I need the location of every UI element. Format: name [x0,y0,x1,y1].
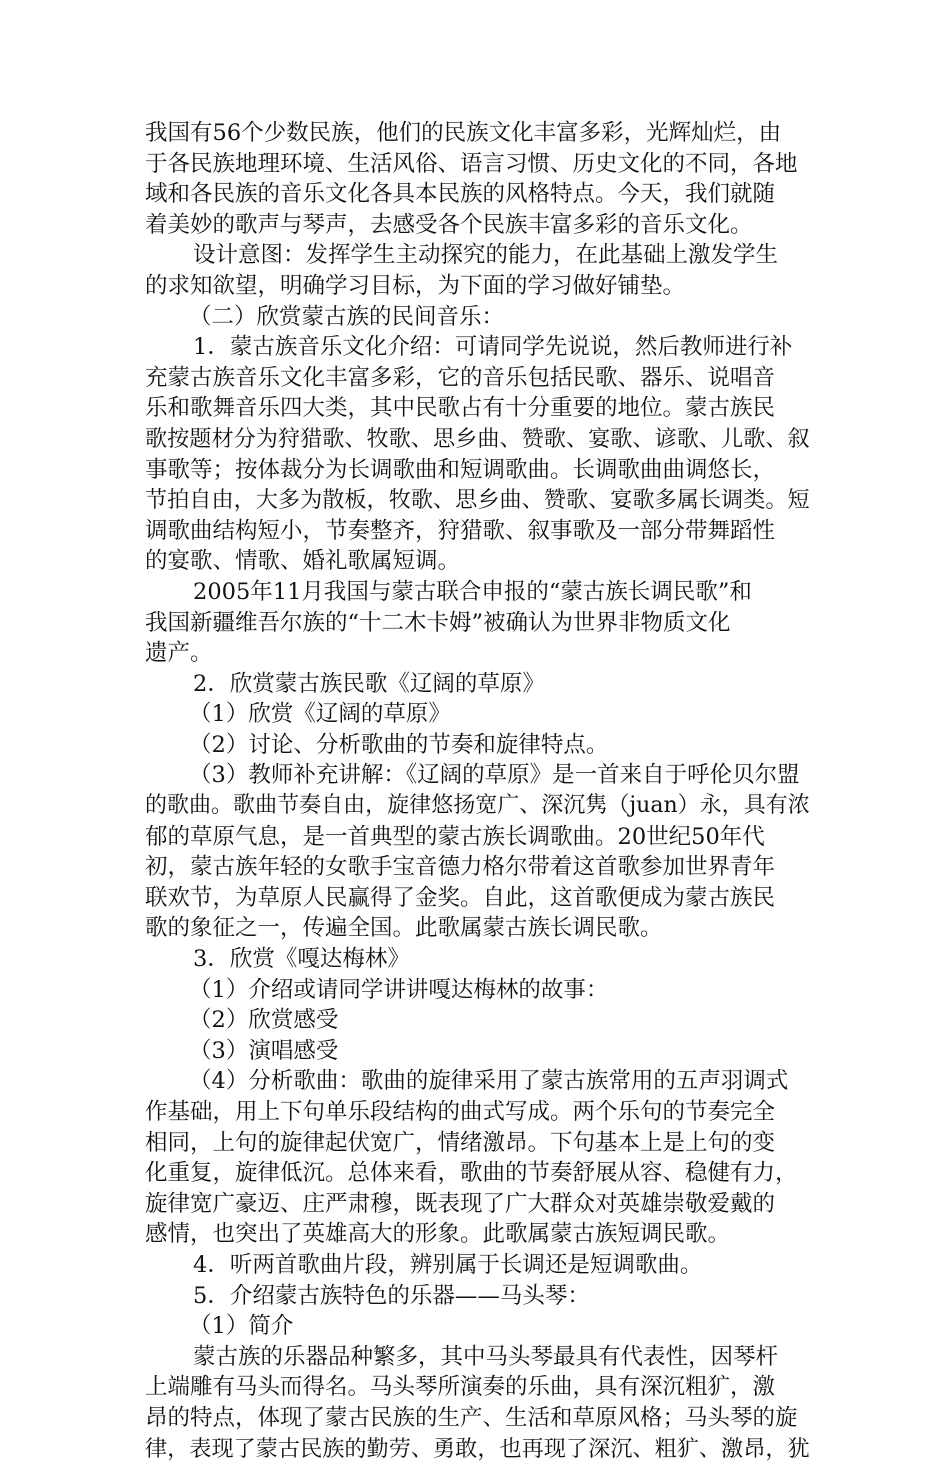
text-line: 3．欣赏《嘎达梅林》 [193,946,410,973]
text-line: 初，蒙古族年轻的女歌手宝音德力格尔带着这首歌参加世界青年 [145,854,776,881]
document-page [145,118,810,1464]
text-line: 我国新疆维吾尔族的“十二木卡姆”被确认为世界非物质文化 [145,609,731,636]
text-line: 2．欣赏蒙古族民歌《辽阔的草原》 [193,670,545,697]
text-line: 化重复，旋律低沉。总体来看，歌曲的节奏舒展从容、稳健有力， [145,1160,798,1187]
text-line: 于各民族地理环境、生活风俗、语言习惯、历史文化的不同，各地 [145,150,798,177]
text-line: 1．蒙古族音乐文化介绍：可请同学先说说，然后教师进行补 [193,334,793,361]
text-line: （2）欣赏感受 [189,1007,339,1034]
text-line: 节拍自由，大多为散板，牧歌、思乡曲、赞歌、宴歌多属长调类。短 [145,487,810,514]
text-line: 域和各民族的音乐文化各具本民族的风格特点。今天，我们就随 [145,181,776,208]
text-line: 乐和歌舞音乐四大类，其中民歌占有十分重要的地位。蒙古族民 [145,395,776,422]
text-line: （二）欣赏蒙古族的民间音乐： [189,303,505,330]
text-line: 上端雕有马头而得名。马头琴所演奏的乐曲，具有深沉粗犷，激 [145,1374,776,1401]
text-line: （3）演唱感受 [189,1037,339,1064]
text-line: 2005年11月我国与蒙古联合申报的“蒙古族长调民歌”和 [193,578,752,605]
text-line: （1）介绍或请同学讲讲嘎达梅林的故事： [189,976,609,1003]
text-line: （2）讨论、分析歌曲的节奏和旋律特点。 [189,731,609,758]
text-line: 的求知欲望，明确学习目标，为下面的学习做好铺垫。 [145,272,686,299]
text-line: 旋律宽广豪迈、庄严肃穆，既表现了广大群众对英雄崇敬爱戴的 [145,1190,776,1217]
text-line: 蒙古族的乐器品种繁多，其中马头琴最具有代表性，因琴杆 [193,1343,779,1370]
text-line: 歌按题材分为狩猎歌、牧歌、思乡曲、赞歌、宴歌、谚歌、儿歌、叙 [145,425,810,452]
text-line: 事歌等；按体裁分为长调歌曲和短调歌曲。长调歌曲曲调悠长， [145,456,776,483]
text-line: 着美妙的歌声与琴声，去感受各个民族丰富多彩的音乐文化。 [145,211,753,238]
text-line: 5．介绍蒙古族特色的乐器——马头琴： [193,1282,590,1309]
text-line: （1）简介 [189,1313,294,1340]
text-line: 的宴歌、情歌、婚礼歌属短调。 [145,548,461,575]
text-line: 设计意图：发挥学生主动探究的能力，在此基础上激发学生 [193,242,779,269]
text-line: 调歌曲结构短小，节奏整齐，狩猎歌、叙事歌及一部分带舞蹈性 [145,517,776,544]
text-line: 歌的象征之一，传遍全国。此歌属蒙古族长调民歌。 [145,915,663,942]
text-line: （1）欣赏《辽阔的草原》 [189,701,451,728]
text-line: 作基础，用上下句单乐段结构的曲式写成。两个乐句的节奏完全 [145,1099,776,1125]
text-line: 我国有56个少数民族，他们的民族文化丰富多彩，光辉灿烂，由 [145,120,782,146]
text-line: 律，表现了蒙古民族的勤劳、勇敢，也再现了深沉、粗犷、激昂，犹 [145,1435,810,1462]
text-line: 相同，上句的旋律起伏宽广，情绪激昂。下句基本上是上句的变 [145,1129,776,1156]
text-line: 的歌曲。歌曲节奏自由，旋律悠扬宽广、深沉隽（juan）永，具有浓 [145,793,810,819]
text-line: 昂的特点，体现了蒙古民族的生产、生活和草原风格；马头琴的旋 [145,1404,798,1431]
text-line: 遗产。 [145,640,213,667]
text-line: 感情，也突出了英雄高大的形象。此歌属蒙古族短调民歌。 [145,1221,731,1248]
text-line: （4）分析歌曲：歌曲的旋律采用了蒙古族常用的五声羽调式 [189,1068,789,1095]
text-line: 充蒙古族音乐文化丰富多彩，它的音乐包括民歌、器乐、说唱音 [145,364,776,391]
text-line: 郁的草原气息，是一首典型的蒙古族长调歌曲。20世纪50年代 [145,823,765,850]
text-line: （3）教师补充讲解：《辽阔的草原》是一首来自于呼伦贝尔盟 [189,762,800,789]
text-line: 4．听两首歌曲片段，辨别属于长调还是短调歌曲。 [193,1251,703,1278]
text-line: 联欢节，为草原人民赢得了金奖。自此，这首歌便成为蒙古族民 [145,884,776,911]
